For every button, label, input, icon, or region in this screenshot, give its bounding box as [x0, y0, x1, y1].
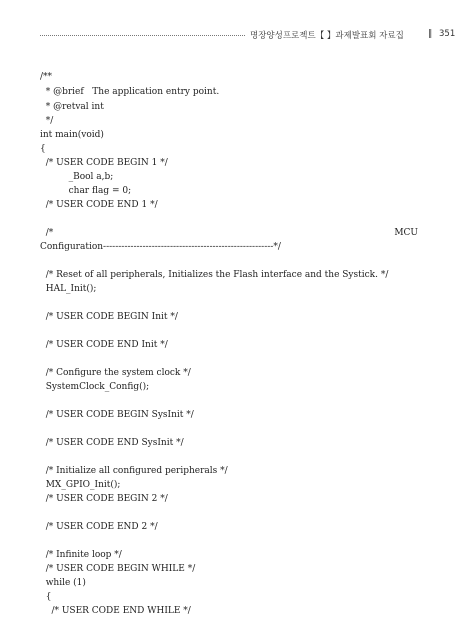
header-separator: ‖	[428, 29, 433, 39]
code-line: /* USER CODE BEGIN WHILE */	[40, 564, 196, 574]
code-line: /* USER CODE BEGIN Init */	[40, 312, 178, 322]
code-line: /* USER CODE END 1 */	[40, 200, 158, 210]
code-line: /* Configure the system clock */	[40, 368, 191, 378]
code-line: * @retval int	[40, 102, 104, 112]
code-line: while (1)	[40, 578, 86, 588]
code-line: /* USER CODE END Init */	[40, 340, 168, 350]
page-number: 351	[439, 29, 455, 39]
code-line: /* USER CODE END WHILE */	[40, 606, 191, 616]
code-line: */	[40, 116, 54, 126]
code-line: {	[40, 144, 46, 154]
code-line: int main(void)	[40, 130, 104, 140]
code-line: Configuration--------------------------------------------------------*/	[40, 242, 281, 252]
code-line: /**	[40, 72, 53, 82]
code-line: /* Reset of all peripherals, Initializes the Flash interface and the Systick. */	[40, 270, 389, 280]
code-line: /* Initialize all configured peripherals */	[40, 466, 228, 476]
code-line: /* Infinite loop */	[40, 550, 122, 560]
code-line: /* USER CODE END SysInit */	[40, 438, 184, 448]
code-line: * @brief The application entry point.	[40, 87, 220, 97]
code-listing	[40, 0, 418, 616]
code-line: /* USER CODE BEGIN 2 */	[40, 494, 168, 504]
code-line: SystemClock_Config();	[40, 382, 150, 392]
code-line: {	[40, 592, 52, 602]
header-title: 명장양성프로젝트【 】과제발표회 자료집	[250, 31, 404, 41]
code-line: HAL_Init();	[40, 284, 97, 294]
mcu-label: MCU	[394, 228, 418, 238]
code-line: /* USER CODE END 2 */	[40, 522, 158, 532]
code-line: char flag = 0;	[40, 186, 132, 196]
code-line: /*	[40, 228, 54, 238]
code-line: /* USER CODE BEGIN 1 */	[40, 158, 168, 168]
code-line: /* USER CODE BEGIN SysInit */	[40, 410, 194, 420]
code-line: _Bool a,b;	[40, 172, 114, 182]
code-line: MX_GPIO_Init();	[40, 480, 121, 490]
